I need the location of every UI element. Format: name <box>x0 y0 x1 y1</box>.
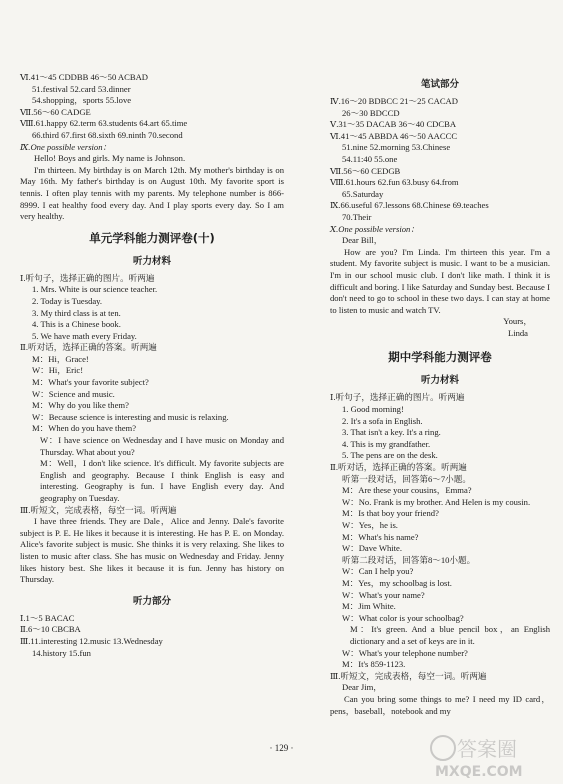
midterm-listening-script-2 <box>330 648 550 694</box>
listening-script <box>20 273 284 435</box>
essay-paragraph-1: I'm thirteen. My birthday is on March 12th. My mother's birthday is on May 16th. My father's birthday is on August 10th. My favorite sport is tennis. I often play tennis with my parents. My telephone number is 866-8999. I eat healthy food every day. And I play sports every day. So I am very healthy. <box>20 164 284 222</box>
version-label: Ⅸ.One possible version： <box>20 141 112 152</box>
script-line-1: 1. Mrs. White is our science teacher. <box>32 284 158 295</box>
letter-closing: Yours， <box>503 316 532 327</box>
last-paragraph: Can you bring some things to me? I need my ID card，pens，baseball，notebook and my <box>330 693 550 716</box>
dialog-paragraph-1: M：Well，I don't like science. It's difficult. My favorite subjects are English and geography. Because I think English is easy and interesting. Geography is fun. I have English every day. And geography on Tuesday. <box>40 458 284 503</box>
midterm-title: 期中学科能力测评卷 <box>388 350 492 365</box>
written-answer-line-8: 65.Saturday <box>342 188 384 199</box>
midterm-line2-3: Dear Jim， <box>342 682 382 693</box>
version-label-right: Ⅹ.One possible version： <box>330 223 419 234</box>
answer-line-0: Ⅵ.41～45 CDDBB 46～50 ACBAD <box>20 72 149 82</box>
written-answer-line-10: 70.Their <box>342 211 372 222</box>
midterm-line-13: W：Dave White. <box>342 543 402 554</box>
written-answer-line-0: Ⅳ.16～20 BDBCC 21～25 CACAD <box>330 96 458 106</box>
script-line-0: Ⅰ.听句子，选择正确的图片。听两遍 <box>20 272 155 283</box>
written-part-title: 笔试部分 <box>420 79 459 90</box>
letter-signature: Linda <box>507 327 528 338</box>
midterm-line-9: W：No. Frank is my brother. And Helen is my cousin. <box>342 496 531 507</box>
watermark-text-en: MXQE.COM <box>435 764 523 780</box>
script-line-12: W：Because science is interesting and music is relaxing. <box>32 411 229 422</box>
listening-answer-line-3: 14.history 15.fun <box>32 647 91 658</box>
script-line-9: M：What's your favorite subject? <box>32 377 149 388</box>
listening-answer-line-0: Ⅰ.1～5 BACAC <box>20 612 75 623</box>
midterm-line-0: Ⅰ.听句子，选择正确的图片。听两遍 <box>330 392 465 403</box>
watermark-circle-icon <box>431 736 455 760</box>
midterm-line-8: M：Are these your cousins，Emma? <box>342 485 472 496</box>
listening-part-title: 听力部分 <box>132 595 171 607</box>
listening-answer-line-1: Ⅱ.6～10 CBCBA <box>20 624 81 635</box>
dialog-paragraph-0: W：I have science on Wednesday and I have music on Monday and Thursday. What about you? <box>40 435 284 457</box>
script-line-7: M：Hi，Grace! <box>32 353 89 364</box>
written-answer-line-4: 51.nine 52.morning 53.Chinese <box>342 142 451 153</box>
letter-paragraph-0: How are you? I'm Linda. I'm thirteen this year. I'm a student. My favorite subject is music. I want to be a musician. I'm in our school music club. I don't like math. I think it is difficult and boring. I like Saturday and Sunday best. Because I don't need to go to school in these two days. I can stay at home to listen to music and watch TV. <box>330 246 550 315</box>
midterm-line-6: Ⅱ.听对话，选择正确的答案。听两遍 <box>330 462 467 473</box>
written-answer-line-7: Ⅷ.61.hours 62.fun 63.busy 64.from <box>330 177 459 188</box>
answer-line-3: Ⅶ.56～60 CADGE <box>20 106 91 117</box>
written-answer-line-9: Ⅸ.66.useful 67.lessons 68.Chinese 69.teaches <box>330 200 489 211</box>
part3-label: Ⅲ.听短文，完成表格，每空一词。听两遍 <box>20 504 177 515</box>
dialog-paragraphs <box>20 435 284 505</box>
answer-line-4: Ⅷ.61.happy 62.term 63.students 64.art 65.time <box>20 118 188 129</box>
script-line-4: 4. This is a Chinese book. <box>32 319 121 330</box>
midterm-line-18: M：Jim White. <box>342 601 396 612</box>
midterm-line-3: 3. That isn't a key. It's a ring. <box>342 427 441 438</box>
written-answer-line-3: Ⅵ.41～45 ABBDA 46～50 AACCC <box>330 130 458 141</box>
midterm-line-10: M：Is that boy your friend? <box>342 508 439 519</box>
answer-line-5: 66.third 67.first 68.sixth 69.ninth 70.second <box>32 129 183 140</box>
midterm-line-1: 1. Good morning! <box>342 404 404 415</box>
listening-answer-line-2: Ⅲ.11.interesting 12.music 13.Wednesday <box>20 635 163 646</box>
unit-test-title: 单元学科能力测评卷(十) <box>89 230 215 245</box>
left-column <box>20 72 284 659</box>
written-answer-line-1: 26～30 BDCCD <box>342 107 400 118</box>
essay-paragraph-0: Hello! Boys and girls. My name is Johnson. <box>34 153 186 164</box>
midterm-line-16: M：Yes，my schoolbag is lost. <box>342 577 452 588</box>
answer-line-2: 54.shopping，sports 55.love <box>32 95 132 106</box>
written-answers <box>330 96 550 224</box>
script-line-3: 3. My third class is at ten. <box>32 307 121 318</box>
right-column <box>330 72 550 717</box>
midterm-line-15: W：Can I help you? <box>342 566 414 577</box>
listening-passage: I have three friends. They are Dale，Alice and Jenny. Dale's favorite subject is P. E. He likes it because it is interesting. He has P. E. on Monday. Alice's favorite subject is music. She thinks it is very relaxing. She likes to listen to music after class. She has music on Wednesday and Friday. Jenny likes history best. She likes it because it is fun. Jenny has history on Thursday. <box>20 516 284 585</box>
dialog-paragraph-right: M：It's green. And a blue pencil box，an English dictionary and a set of keys are in it. <box>350 624 550 646</box>
midterm-line-12: M：What's his name? <box>342 531 419 542</box>
script-line-2: 2. Today is Tuesday. <box>32 295 103 306</box>
page-number: · 129 · <box>269 743 294 753</box>
midterm-line-2: 2. It's a sofa in English. <box>342 415 423 426</box>
script-line-11: M：Why do you like them? <box>32 400 129 411</box>
answer-line-1: 51.festival 52.card 53.dinner <box>32 83 131 94</box>
script-line-13: M：When do you have them? <box>32 423 137 434</box>
listening-material-title: 听力材料 <box>132 255 171 267</box>
midterm-line-14: 听第二段对话，回答第8～10小题。 <box>342 554 476 565</box>
midterm-line2-2: Ⅲ.听短文，完成表格，每空一词。听两遍 <box>330 670 487 681</box>
answers-section-top <box>20 72 284 142</box>
midterm-line2-1: M：It's 859-1123. <box>342 659 406 670</box>
midterm-line2-0: W：What's your telephone number? <box>342 647 468 658</box>
listening-material-title-right: 听力材料 <box>420 375 459 387</box>
watermark-logo <box>395 728 560 780</box>
midterm-line-5: 5. The pens are on the desk. <box>342 450 438 461</box>
listening-answers <box>20 613 284 659</box>
written-answer-line-6: Ⅶ.56～60 CEDGB <box>330 165 401 176</box>
script-line-10: W：Science and music. <box>32 388 115 399</box>
midterm-line-11: W：Yes，he is. <box>342 520 398 530</box>
script-line-6: Ⅱ.听对话，选择正确的答案。听两遍 <box>20 342 157 353</box>
midterm-line-17: W：What's your name? <box>342 589 425 600</box>
letter-body <box>330 247 550 317</box>
script-line-8: W：Hi，Eric! <box>32 365 84 376</box>
written-answer-line-5: 54.11:40 55.one <box>342 153 398 164</box>
written-answer-line-2: Ⅴ.31～35 DACAB 36～40 CDCBA <box>330 119 457 130</box>
letter-salutation: Dear Bill， <box>342 235 383 246</box>
midterm-line-19: W：What color is your schoolbag? <box>342 612 464 623</box>
midterm-listening-script <box>330 392 550 624</box>
midterm-line-4: 4. This is my grandfather. <box>342 438 431 449</box>
midterm-line-7: 听第一段对话，回答第6～7小题。 <box>342 473 471 484</box>
sample-essay <box>20 153 284 223</box>
watermark-text-cn: 答案圈 <box>457 737 517 761</box>
script-line-5: 5. We have math every Friday. <box>32 330 137 341</box>
